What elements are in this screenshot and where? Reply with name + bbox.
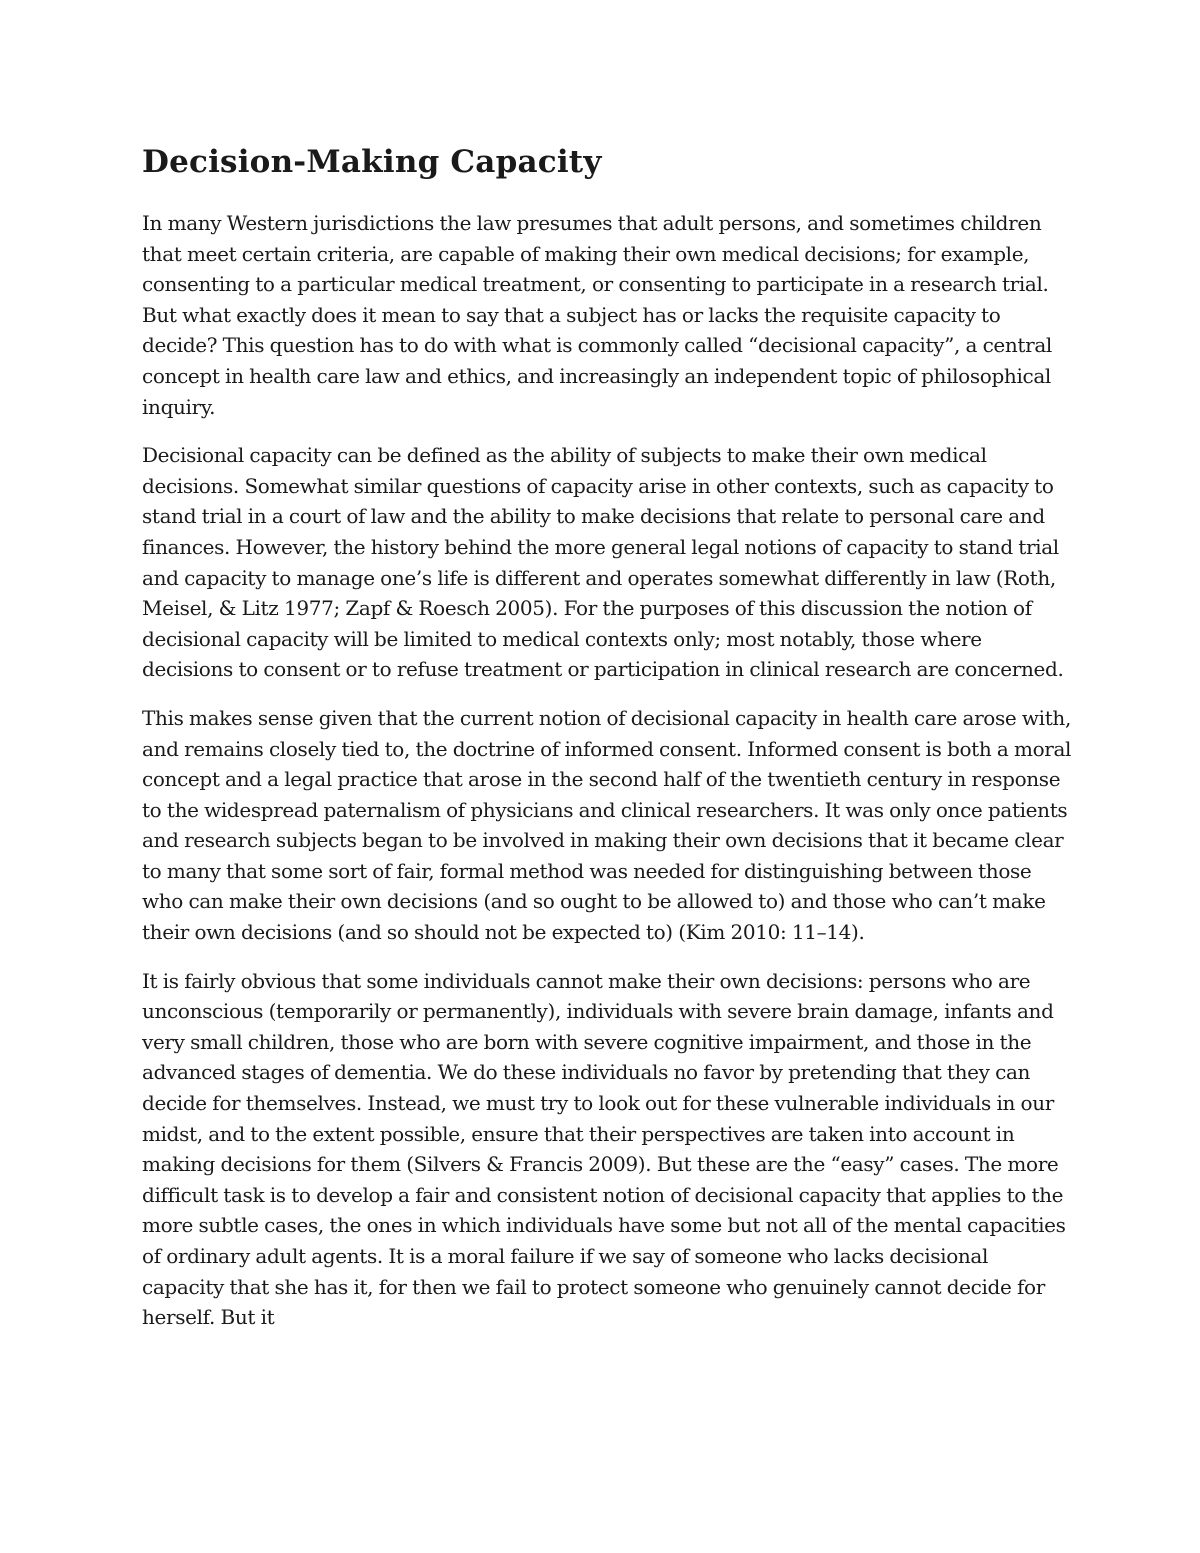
page-title: Decision-Making Capacity [142, 144, 602, 180]
paragraph-2: Decisional capacity can be defined as the ability of subjects to make their own medical decisions. Somewhat similar questions of capacity arise in other contexts, such as capacity to stand trial in a court of law and the ability to make decisions that relate to personal care and finances. However, the history behind the more general legal notions of capacity to stand trial and capacity to manage one’s life is different and operates somewhat differently in law (Roth, Meisel, & Litz 1977; Zapf & Roesch 2005). For the purposes of this discussion the notion of decisional capacity will be limited to medical contexts only; most notably, those where decisions to consent or to refuse treatment or participation in clinical research are concerned. [142, 443, 1064, 682]
paragraph-1: In many Western jurisdictions the law presumes that adult persons, and sometimes children that meet certain criteria, are capable of making their own medical decisions; for example, consenting to a particular medical treatment, or consenting to participate in a research trial. But what exactly does it mean to say that a subject has or lacks the requisite capacity to decide? This question has to do with what is commonly called “decisional capacity”, a central concept in health care law and ethics, and increasingly an independent topic of philosophical inquiry. [142, 211, 1052, 419]
paragraph-4: It is fairly obvious that some individuals cannot make their own decisions: persons who are unconscious (temporarily or permanently), individuals with severe brain damage, infants and very small children, those who are born with severe cognitive impairment, and those in the advanced stages of dementia. We do these individuals no favor by pretending that they can decide for themselves. Instead, we must try to look out for these vulnerable individuals in our midst, and to the extent possible, ensure that their perspectives are taken into account in making decisions for them (Silvers & Francis 2009). But these are the “easy” cases. The more difficult task is to develop a fair and consistent notion of decisional capacity that applies to the more subtle cases, the ones in which individuals have some but not all of the mental capacities of ordinary adult agents. It is a moral failure if we say of someone who lacks decisional capacity that she has it, for then we fail to protect someone who genuinely cannot decide for herself. But it [142, 968, 1066, 1330]
paragraph-3: This makes sense given that the current notion of decisional capacity in health care arose with, and remains closely tied to, the doctrine of informed consent. Informed consent is both a moral concept and a legal practice that arose in the second half of the twentieth century in response to the widespread paternalism of physicians and clinical researchers. It was only once patients and research subjects began to be involved in making their own decisions that it became clear to many that some sort of fair, formal method was needed for distinguishing between those who can make their own decisions (and so ought to be allowed to) and those who can’t make their own decisions (and so should not be expected to) (Kim 2010: 11–14). [142, 705, 1072, 945]
document-body [142, 136, 1072, 1333]
